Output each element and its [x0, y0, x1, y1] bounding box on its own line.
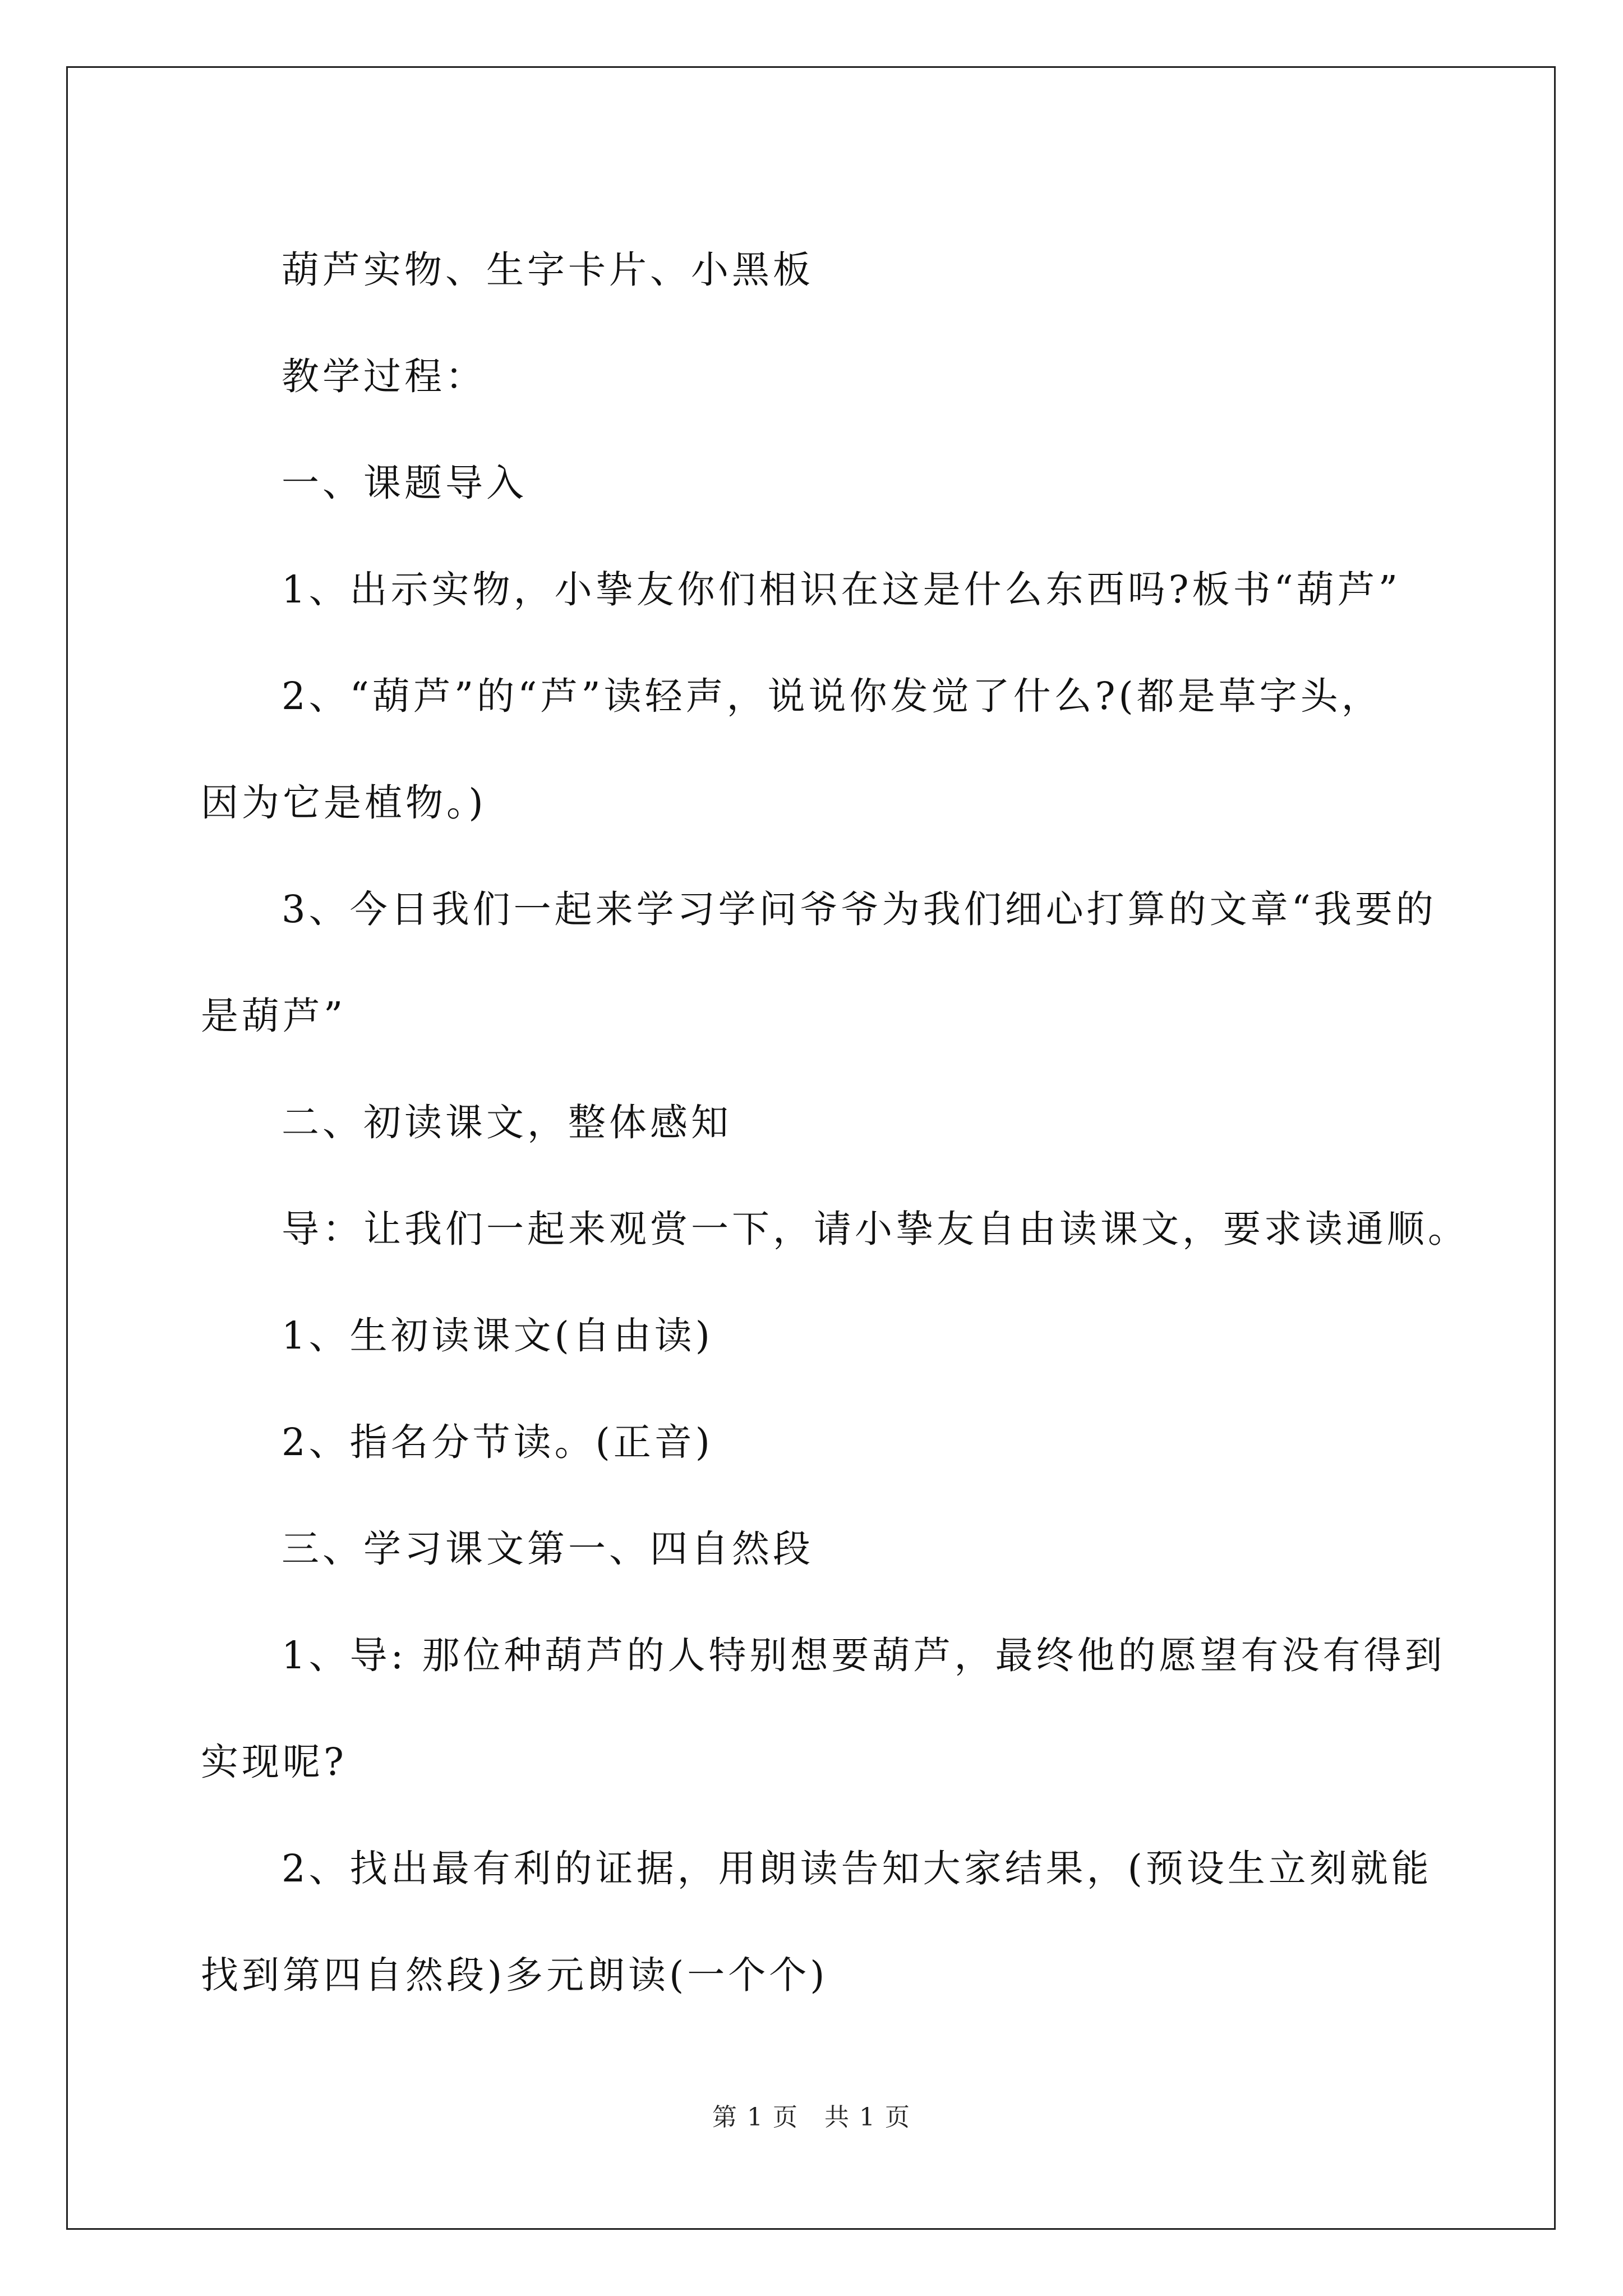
section-heading: 三、学习课文第一、四自然段: [282, 1527, 814, 1571]
page-number-footer: 第 1 页 共 1 页: [712, 2103, 911, 2132]
paragraph-continuation: 是葫芦”: [201, 994, 347, 1038]
paragraph: 2、指名分节读。(正音): [282, 1420, 713, 1464]
paragraph-continuation: 实现呢?: [201, 1740, 347, 1784]
paragraph: 1、出示实物，小挚友你们相识在这是什么东西吗?板书“葫芦”: [282, 568, 1401, 611]
section-heading: 一、课题导入: [282, 461, 527, 505]
section-heading: 二、初读课文，整体感知: [282, 1101, 732, 1144]
paragraph: 2、找出最有利的证据，用朗读告知大家结果，(预设生立刻就能: [282, 1847, 1432, 1890]
paragraph: 1、生初读课文(自由读): [282, 1314, 713, 1358]
document-body: [201, 217, 1469, 2028]
paragraph: 2、“葫芦”的“芦”读轻声，说说你发觉了什么?(都是草字头，: [282, 674, 1382, 718]
paragraph: 3、今日我们一起来学习学问爷爷为我们细心打算的文章“我要的: [282, 887, 1437, 931]
paragraph-continuation: 因为它是植物。): [201, 781, 487, 825]
paragraph-continuation: 找到第四自然段)多元朗读(一个个): [201, 1953, 828, 1997]
paragraph: 教学过程：: [282, 355, 486, 398]
paragraph: 葫芦实物、生字卡片、小黑板: [282, 248, 814, 292]
paragraph: 1、导: 那位种葫芦的人特别想要葫芦，最终他的愿望有没有得到: [282, 1634, 1446, 1677]
paragraph: 导：让我们一起来观赏一下，请小挚友自由读课文，要求读通顺。: [282, 1207, 1469, 1251]
